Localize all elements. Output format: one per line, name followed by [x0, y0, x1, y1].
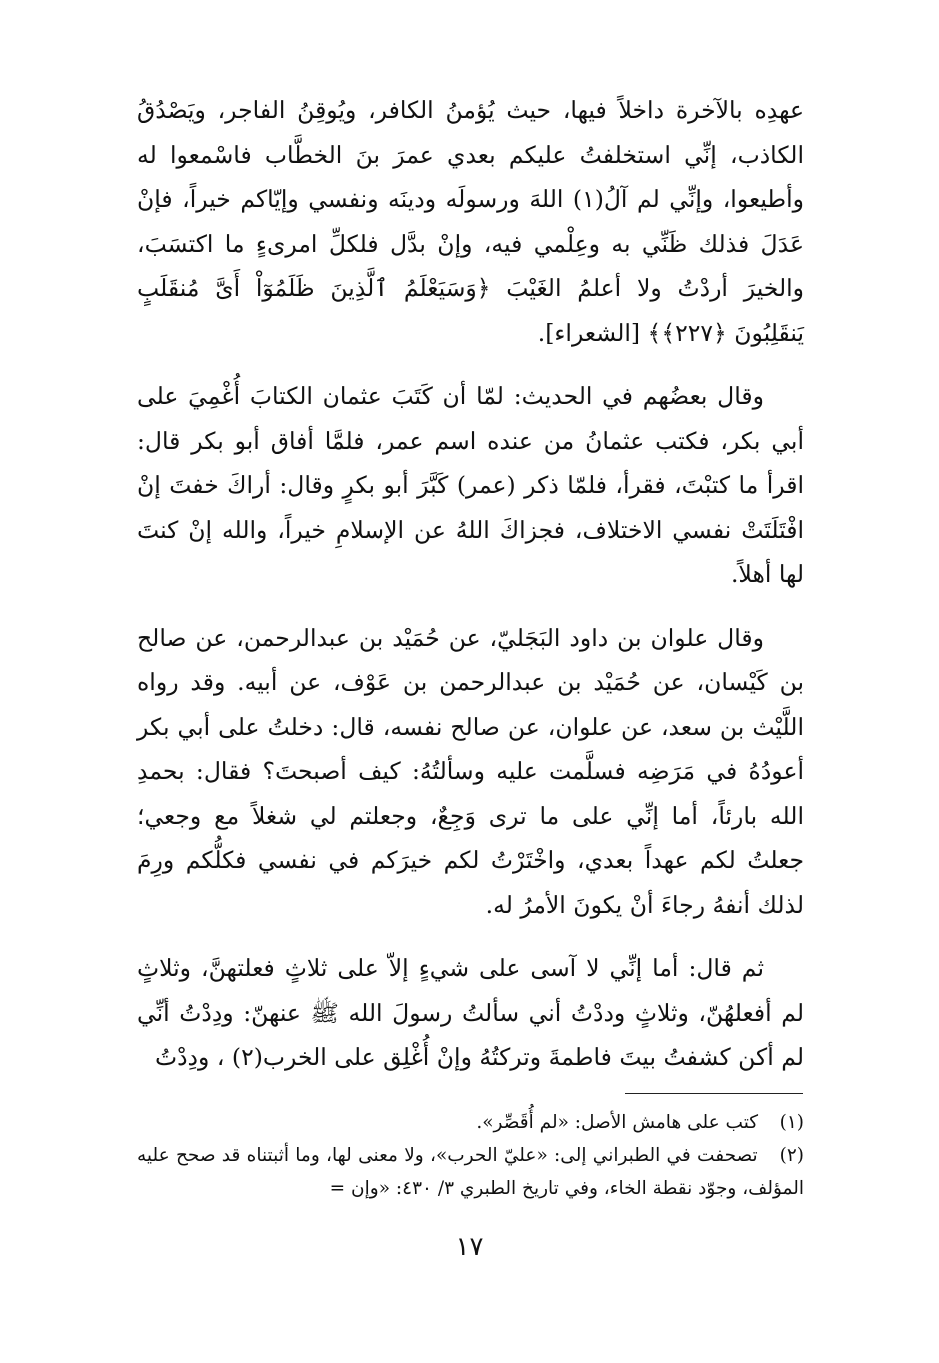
paragraph-1: عهدِه بالآخرة داخلاً فيها، حيث يُؤمنُ الكافر، ويُوقِنُ الفاجر، ويَصْدُقُ الكاذب، إنِّي استخلفتُ عليكم بعدي عمرَ بنَ الخطَّاب فاسْمعوا له وأطيعوا، وإنِّي لم آلُ(١) اللهَ ورسولَه ودينَه ونفسي وإيّاكم خيراً، فإنْ عَدَلَ فذلك ظَنِّي به وعِلْمي فيه، وإنْ بدَّل فلكلِّ امرىءٍ ما اكتسَبَ، والخيرَ أردْتُ ولا أعلمُ الغَيْبَ ﴿وَسَيَعْلَمُ ٱلَّذِينَ ظَلَمُوٓاْ أَىَّ مُنقَلَبٍ يَنقَلِبُونَ ﴿٢٢٧﴾﴾ [الشعراء]. [137, 96, 804, 347]
paragraph-2: وقال بعضُهم في الحديث: لمّا أن كَتَبَ عثمان الكتابَ أُغْمِيَ على أبي بكر، فكتب عثمانُ من عنده اسم عمر، فلمَّا أفاق أبو بكر قال: اقرأ ما كتبْتَ، فقرأ، فلمّا ذكر (عمر) كَبَّرَ أبو بكرٍ وقال: أراكَ خفتَ إنْ افْتَلَتَتْ نفسي الاختلاف، فجزاكَ اللهُ عن الإسلامِ خيراً، والله إنْ كنتَ لها أهلاً. [137, 382, 804, 588]
footnotes [137, 1106, 804, 1205]
footnote-text: تصحفت في الطبراني إلى: «عليّ الحرب»، ولا معنى لها، وما أثبتناه قد صحح عليه المؤلف، وجوّد نقطة الخاء، وفي تاريخ الطبري ٣/ ٤٣٠: «وإن = [137, 1145, 804, 1199]
paragraph-4: ثم قال: أما إنِّي لا آسى على شيءٍ إلاّ على ثلاثٍ فعلتهنَّ، وثلاثٍ لم أفعلهُنّ، وثلاثٍ وددْتُ أني سألتُ رسولَ الله ﷺ عنهنّ: ودِدْتُ أنِّي لم أكن كشفتُ بيتَ فاطمةَ وتركتُهُ وإنْ أُغْلِق على الخرب(٢) ، ودِدْتُ [137, 954, 804, 1071]
footnote-2 [137, 1139, 804, 1205]
main-text [137, 88, 804, 1099]
footnote-1 [137, 1106, 804, 1139]
footnote-text: كتب على هامش الأصل: «لم أُقَصِّر». [476, 1112, 759, 1133]
footnote-number: (٢) [779, 1145, 804, 1166]
paragraph-3: وقال علوان بن داود البَجَليّ، عن حُمَيْد بن عبدالرحمن، عن صالح بن كَيْسان، عن حُمَيْد بن عبدالرحمن بن عَوْف، عن أبيه. وقد رواه اللَّيْث بن سعد، عن علوان، عن صالح نفسه، قال: دخلتُ على أبي بكر أعودُهُ في مَرَضِه فسلَّمت عليه وسألتُهُ: كيف أصبحتَ؟ فقال: بحمدِ الله بارئاً، أما إنِّي على ما ترى وَجِعٌ، وجعلتم لي شغلاً مع وجعي؛ جعلتُ لكم عهداً بعدي، واخْتَرْتُ لكم خيرَكم في نفسي فكلُّكم ورِمَ لذلك أنفهُ رجاءَ أنْ يكونَ الأمرُ له. [137, 623, 804, 919]
page-number: ١٧ [455, 1232, 484, 1262]
footnote-number: (١) [779, 1112, 804, 1133]
footnote-separator [625, 1093, 803, 1094]
